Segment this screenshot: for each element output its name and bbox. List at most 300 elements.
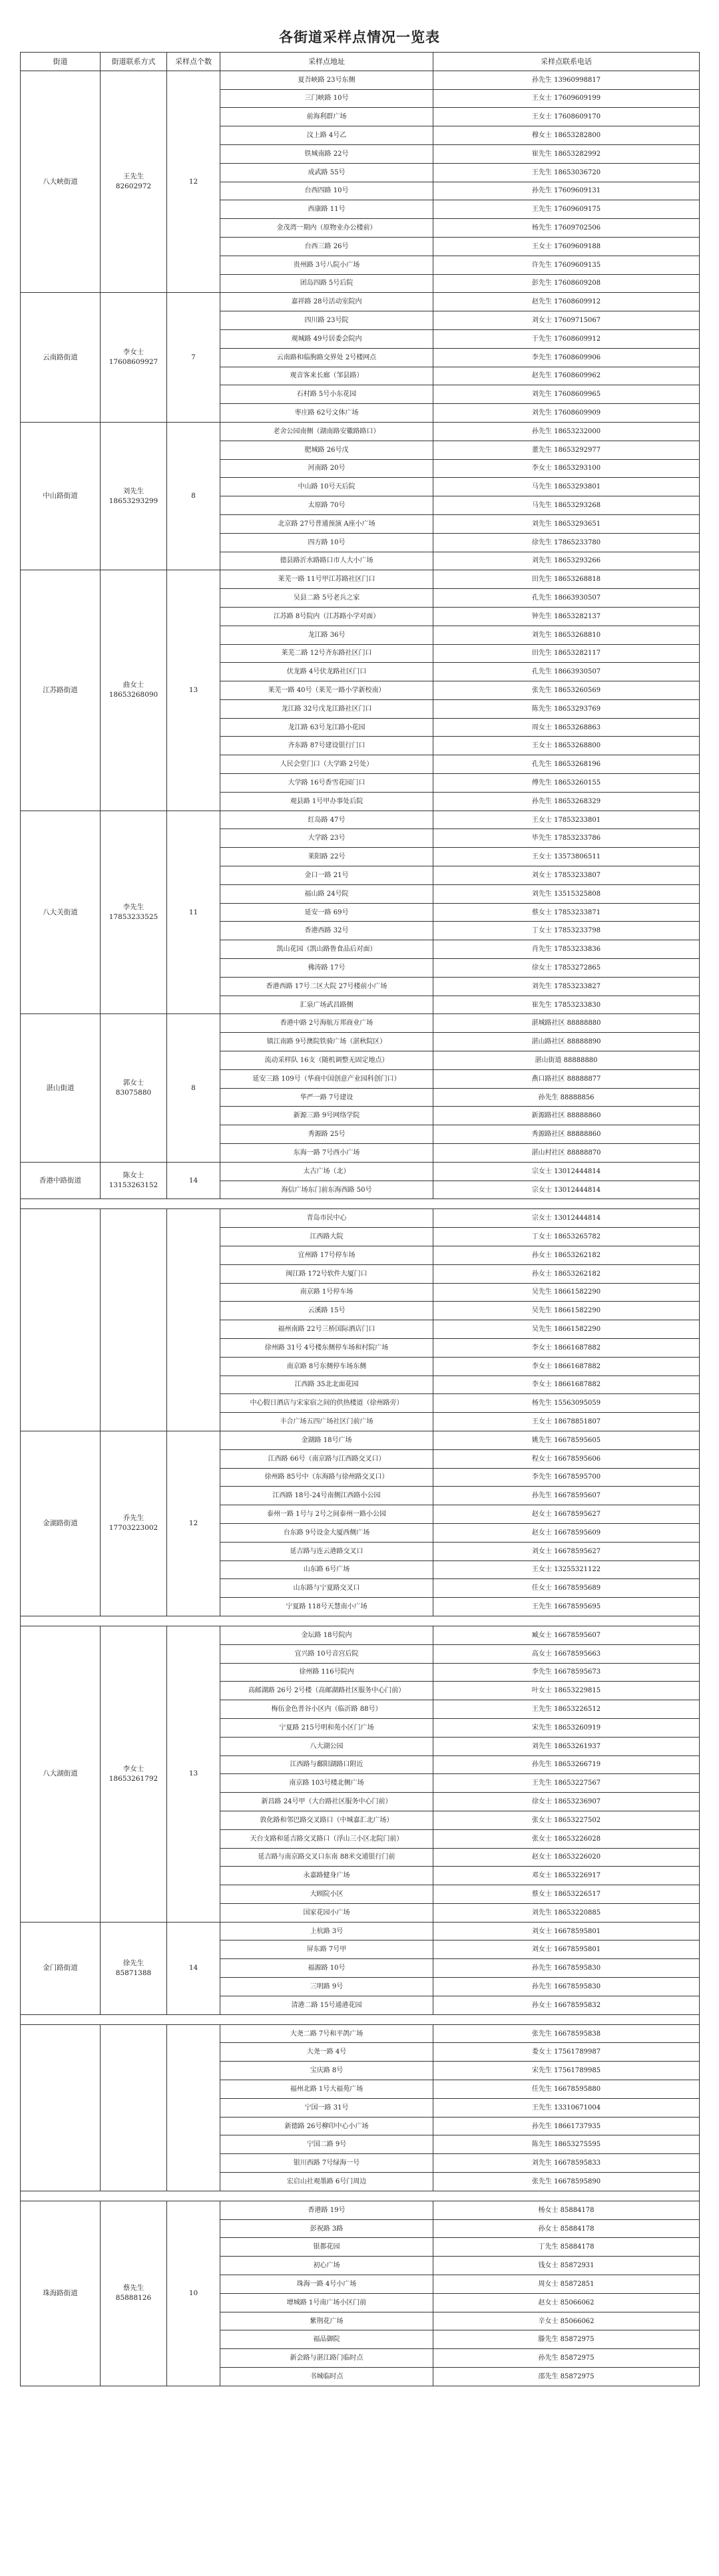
- point-phone-cell: 姚先生 16678595605: [433, 1431, 700, 1449]
- point-phone-cell: 宋先生 17561789985: [433, 2062, 700, 2080]
- point-phone-cell: 赵先生 17608609962: [433, 367, 700, 385]
- point-phone-cell: 王女士 17608609170: [433, 108, 700, 126]
- count-cell: 10: [167, 2201, 220, 2386]
- point-phone-cell: 刘先生 13515325808: [433, 884, 700, 903]
- page-break-cell: [21, 2191, 700, 2201]
- point-address-cell: 福州北路 1号大福苑广场: [220, 2080, 433, 2099]
- point-phone-cell: 邵先生 85872975: [433, 2368, 700, 2386]
- point-address-cell: 南京路 8号东侧停车场东侧: [220, 1357, 433, 1376]
- point-phone-cell: 孔先生 18663930507: [433, 589, 700, 608]
- point-phone-cell: 赵女士 16678595627: [433, 1505, 700, 1524]
- point-phone-cell: 蔡女士 17853233871: [433, 903, 700, 922]
- page-break-row: [21, 2191, 700, 2201]
- table-row: [21, 1162, 700, 1181]
- point-phone-cell: 田先生 18653268818: [433, 570, 700, 589]
- point-address-cell: 东海一路 7号西小广场: [220, 1144, 433, 1163]
- point-phone-cell: 刘先生 18653220885: [433, 1903, 700, 1922]
- point-address-cell: 嘉祥路 28号活动室院内: [220, 293, 433, 311]
- point-phone-cell: 王先生 16678595695: [433, 1598, 700, 1616]
- point-phone-cell: 程女士 16678595606: [433, 1449, 700, 1468]
- point-address-cell: 云南路和临朐路交界处 2号楼网点: [220, 348, 433, 367]
- street-cell: 中山路街道: [21, 422, 101, 570]
- count-cell: 11: [167, 811, 220, 1014]
- point-phone-cell: 彭先生 17608609208: [433, 274, 700, 293]
- point-phone-cell: 孙先生 16678595830: [433, 1978, 700, 1996]
- point-address-cell: 天台支路和延吉路交叉路口（浮山三小区北院门前）: [220, 1829, 433, 1848]
- point-phone-cell: 王女士 13573806511: [433, 848, 700, 866]
- point-phone-cell: 孙女士 85884178: [433, 2219, 700, 2238]
- point-phone-cell: 马先生 18653293268: [433, 496, 700, 515]
- street-cell: [21, 1209, 101, 1431]
- table-row: [21, 293, 700, 311]
- point-phone-cell: 傅先生 18653260155: [433, 774, 700, 793]
- point-phone-cell: 张先生 16678595890: [433, 2173, 700, 2191]
- point-address-cell: 四川路 23号院: [220, 311, 433, 330]
- point-phone-cell: 任女士 16678595689: [433, 1579, 700, 1598]
- point-address-cell: 银川西路 7号绿海一号: [220, 2154, 433, 2173]
- point-address-cell: 高邮湖路 26号 2号楼（高邮湖路社区服务中心门前）: [220, 1682, 433, 1700]
- point-phone-cell: 丁女士 18653265782: [433, 1228, 700, 1246]
- point-phone-cell: 穆女士 18653282800: [433, 126, 700, 145]
- point-phone-cell: 李女士 18653293100: [433, 459, 700, 478]
- point-address-cell: 梅伍金色普谷小区内（临沂路 88号）: [220, 1700, 433, 1719]
- point-phone-cell: 王女士 17609609199: [433, 89, 700, 108]
- count-cell: [167, 1209, 220, 1431]
- point-address-cell: 徐州路 85号中（东海路与徐州路交叉口）: [220, 1468, 433, 1487]
- point-address-cell: 福州南路 22号三桥国际酒店门口: [220, 1320, 433, 1339]
- point-address-cell: 江西路 35北北面花园: [220, 1376, 433, 1394]
- point-phone-cell: 徐女士 17853272865: [433, 959, 700, 978]
- point-address-cell: 秀源路 25号: [220, 1125, 433, 1144]
- point-address-cell: 老舍公园南侧（湖南路安徽路路口）: [220, 422, 433, 441]
- point-address-cell: 齐东路 87号建设银行门口: [220, 737, 433, 755]
- point-address-cell: 西康路 11号: [220, 200, 433, 219]
- point-phone-cell: 孙先生 13960998817: [433, 71, 700, 89]
- point-phone-cell: 娄女士 17561789987: [433, 2043, 700, 2062]
- point-address-cell: 台西三路 26号: [220, 237, 433, 256]
- point-phone-cell: 李先生 17608609906: [433, 348, 700, 367]
- point-address-cell: 汇泉广场武昌路侧: [220, 996, 433, 1014]
- point-phone-cell: 臧女士 16678595607: [433, 1626, 700, 1644]
- point-phone-cell: 李先生 16678595700: [433, 1468, 700, 1487]
- street-cell: 珠海路街道: [21, 2201, 101, 2386]
- contact-cell: 曲女士 18653268090: [101, 570, 167, 811]
- point-phone-cell: 徐女士 18653236907: [433, 1793, 700, 1811]
- street-cell: 江苏路街道: [21, 570, 101, 811]
- point-phone-cell: 湛山路社区 88888890: [433, 1033, 700, 1051]
- table-row: [21, 811, 700, 829]
- contact-cell: [101, 2024, 167, 2191]
- point-phone-cell: 刘女士 17853233807: [433, 866, 700, 885]
- point-phone-cell: 杨先生 15563095059: [433, 1394, 700, 1413]
- point-address-cell: 宁夏路 118号天慧南小广场: [220, 1598, 433, 1616]
- point-phone-cell: 肖先生 17853233836: [433, 940, 700, 959]
- point-phone-cell: 李先生 16678595673: [433, 1663, 700, 1682]
- point-phone-cell: 新源路社区 88888860: [433, 1107, 700, 1125]
- point-phone-cell: 刘女士 16678595801: [433, 1922, 700, 1940]
- street-cell: 八大湖街道: [21, 1626, 101, 1922]
- point-address-cell: 新德路 26号柳印中心小广场: [220, 2117, 433, 2135]
- point-phone-cell: 吴先生 18661582290: [433, 1302, 700, 1320]
- point-address-cell: 香港西路 17号二区大院 27号楼前小广场: [220, 977, 433, 996]
- point-address-cell: 初心广场: [220, 2257, 433, 2275]
- contact-cell: 陈女士 13153263152: [101, 1162, 167, 1199]
- point-phone-cell: 高女士 16678595663: [433, 1644, 700, 1663]
- point-phone-cell: 王先生 18653227567: [433, 1774, 700, 1793]
- table-row: [21, 570, 700, 589]
- point-address-cell: 金坛路 18号院内: [220, 1626, 433, 1644]
- point-address-cell: 流动采样队 16支（随机调整无固定地点）: [220, 1051, 433, 1070]
- point-address-cell: 华严一路 7号建设: [220, 1088, 433, 1107]
- point-address-cell: 石村路 5号小东花园: [220, 385, 433, 404]
- count-cell: 13: [167, 570, 220, 811]
- header-point-contact: 采样点联系电话: [433, 53, 700, 71]
- count-cell: 8: [167, 1014, 220, 1162]
- count-cell: 14: [167, 1162, 220, 1199]
- point-address-cell: 丰合广场五四广场社区门前广场: [220, 1413, 433, 1431]
- point-address-cell: 泰州一路 1号与 2号之间泰州一路小公园: [220, 1505, 433, 1524]
- point-phone-cell: 任先生 16678595880: [433, 2080, 700, 2099]
- table-row: [21, 422, 700, 441]
- contact-cell: 李女士 18653261792: [101, 1626, 167, 1922]
- point-phone-cell: 燕口路社区 88888877: [433, 1069, 700, 1088]
- point-address-cell: 铁城南路 22号: [220, 144, 433, 163]
- point-phone-cell: 钟先生 18653282137: [433, 607, 700, 626]
- point-address-cell: 海信广场东门前东海西路 50号: [220, 1181, 433, 1199]
- point-phone-cell: 李女士 18661687882: [433, 1338, 700, 1357]
- point-phone-cell: 张女士 18653226028: [433, 1829, 700, 1848]
- point-address-cell: 南京路 103号楼北侧广场: [220, 1774, 433, 1793]
- point-address-cell: 徐州路 116号院内: [220, 1663, 433, 1682]
- point-address-cell: 龙江路 63号龙江路小花园: [220, 718, 433, 737]
- page-title: 各街道采样点情况一览表: [279, 29, 440, 45]
- point-address-cell: 宝庆路 8号: [220, 2062, 433, 2080]
- table-row: [21, 1431, 700, 1449]
- point-phone-cell: 刘先生 17608609965: [433, 385, 700, 404]
- point-address-cell: 观音客来长廊（邹县路）: [220, 367, 433, 385]
- point-phone-cell: 蔡女士 18653226517: [433, 1885, 700, 1904]
- point-address-cell: 台东路 9号设金大厦西侧广场: [220, 1523, 433, 1542]
- street-cell: 湛山街道: [21, 1014, 101, 1162]
- point-address-cell: 珠海一路 4号小广场: [220, 2275, 433, 2294]
- point-phone-cell: 李女士 18661687882: [433, 1357, 700, 1376]
- point-address-cell: 新昌路 24号甲（大台路社区服务中心门前）: [220, 1793, 433, 1811]
- point-address-cell: 台西四路 10号: [220, 182, 433, 200]
- page-break-row: [21, 1199, 700, 1209]
- point-address-cell: 莱芜二路 12号齐东路社区门口: [220, 644, 433, 663]
- point-address-cell: 吴县二路 5号老兵之家: [220, 589, 433, 608]
- contact-cell: 李女士 17608609927: [101, 293, 167, 423]
- point-address-cell: 团岛四路 5号后院: [220, 274, 433, 293]
- point-phone-cell: 许先生 17609609135: [433, 256, 700, 274]
- point-phone-cell: 孙先生 17609609131: [433, 182, 700, 200]
- point-address-cell: 书城临时点: [220, 2368, 433, 2386]
- point-address-cell: 莱阳路 22号: [220, 848, 433, 866]
- point-phone-cell: 刘女士 17609715067: [433, 311, 700, 330]
- point-address-cell: 彭祝路 3路: [220, 2219, 433, 2238]
- point-phone-cell: 杨女士 85884178: [433, 2201, 700, 2219]
- table-row: [21, 2024, 700, 2043]
- point-phone-cell: 刘先生 18653293266: [433, 552, 700, 570]
- point-address-cell: 上杭路 3号: [220, 1922, 433, 1940]
- table-body: [21, 71, 700, 2386]
- point-address-cell: 德县路沂水路路口市人大小广场: [220, 552, 433, 570]
- point-phone-cell: 周女士 18653268863: [433, 718, 700, 737]
- contact-cell: 蔡先生 85888126: [101, 2201, 167, 2386]
- point-address-cell: 江苏路 8号院内（江苏路小学对面）: [220, 607, 433, 626]
- header-row: [21, 53, 700, 71]
- point-phone-cell: 秀源路社区 88888860: [433, 1125, 700, 1144]
- point-address-cell: 莱芜一路 40号（莱芜一路小学新校南）: [220, 681, 433, 700]
- point-address-cell: 凯山花园（凯山路鲁食品后对面）: [220, 940, 433, 959]
- point-address-cell: 佛涛路 17号: [220, 959, 433, 978]
- point-address-cell: 金口一路 21号: [220, 866, 433, 885]
- point-phone-cell: 孙先生 18653232000: [433, 422, 700, 441]
- page-break-row: [21, 2014, 700, 2024]
- header-point-count: 采样点个数: [167, 53, 220, 71]
- street-cell: 金门路街道: [21, 1922, 101, 2014]
- point-phone-cell: 钱女士 85872931: [433, 2257, 700, 2275]
- point-phone-cell: 刘先生 18653293651: [433, 514, 700, 533]
- point-phone-cell: 孙先生 16678595607: [433, 1487, 700, 1505]
- header-street: 街道: [21, 53, 101, 71]
- point-phone-cell: 赵先生 17608609912: [433, 293, 700, 311]
- point-address-cell: 江西路大院: [220, 1228, 433, 1246]
- point-address-cell: 香港中路 2号海航万邦商业广场: [220, 1014, 433, 1033]
- point-address-cell: 太原路 70号: [220, 496, 433, 515]
- point-phone-cell: 孙先生 18653266719: [433, 1755, 700, 1774]
- point-phone-cell: 辛女士 85066062: [433, 2312, 700, 2330]
- point-address-cell: 南京路 1号停车场: [220, 1283, 433, 1302]
- point-address-cell: 肥城路 26号戊: [220, 441, 433, 459]
- point-phone-cell: 宋先生 18653260919: [433, 1718, 700, 1737]
- point-address-cell: 屏东路 7号甲: [220, 1940, 433, 1959]
- page-break-cell: [21, 1199, 700, 1209]
- point-phone-cell: 崔先生 17853233830: [433, 996, 700, 1014]
- point-address-cell: 闽江路 172号软件大厦门口: [220, 1264, 433, 1283]
- point-address-cell: 敦化路和邻巴路交叉路口（中城嘉汇北广场）: [220, 1811, 433, 1829]
- point-phone-cell: 丁先生 85884178: [433, 2238, 700, 2257]
- street-cell: 八大峡街道: [21, 71, 101, 293]
- sampling-table: [20, 52, 700, 2386]
- point-phone-cell: 王女士 18678851807: [433, 1413, 700, 1431]
- point-phone-cell: 孔先生 18663930507: [433, 663, 700, 681]
- point-address-cell: 国家花园小广场: [220, 1903, 433, 1922]
- point-address-cell: 山东路与宁夏路交叉口: [220, 1579, 433, 1598]
- point-address-cell: 延安三路 109号（华商中国创意产业园科创门口）: [220, 1069, 433, 1088]
- point-address-cell: 大尧一路 4号: [220, 2043, 433, 2062]
- point-phone-cell: 杨先生 17609702506: [433, 219, 700, 238]
- point-address-cell: 大尧二路 7号和平鸽广场: [220, 2024, 433, 2043]
- point-phone-cell: 滕先生 85872975: [433, 2330, 700, 2349]
- point-phone-cell: 张女士 18653227502: [433, 1811, 700, 1829]
- contact-cell: 刘先生 18653293299: [101, 422, 167, 570]
- point-phone-cell: 刘先生 17853233827: [433, 977, 700, 996]
- point-address-cell: 贵州路 3号八院小广场: [220, 256, 433, 274]
- point-phone-cell: 孙先生 18653268329: [433, 792, 700, 811]
- point-phone-cell: 宗女士 13012444814: [433, 1162, 700, 1181]
- point-phone-cell: 湛山街道 88888880: [433, 1051, 700, 1070]
- point-phone-cell: 徐先生 17865233780: [433, 533, 700, 552]
- point-address-cell: 镇江南路 9号澳院铁骑广场（湛秋院区）: [220, 1033, 433, 1051]
- point-address-cell: 香港西路 32号: [220, 922, 433, 940]
- count-cell: 7: [167, 293, 220, 423]
- point-phone-cell: 孙女士 18653262182: [433, 1246, 700, 1265]
- point-phone-cell: 于先生 17608609912: [433, 329, 700, 348]
- point-address-cell: 伏龙路 4号伏龙路社区门口: [220, 663, 433, 681]
- point-phone-cell: 孙女士 16678595832: [433, 1996, 700, 2014]
- point-address-cell: 夏吾峡路 23号东侧: [220, 71, 433, 89]
- point-address-cell: 大学路 23号: [220, 829, 433, 848]
- point-address-cell: 龙江路 32号戊龙江路社区门口: [220, 699, 433, 718]
- point-address-cell: 大学路 16号香雪花园门口: [220, 774, 433, 793]
- count-cell: 8: [167, 422, 220, 570]
- point-phone-cell: 张先生 16678595838: [433, 2024, 700, 2043]
- point-address-cell: 四方路 10号: [220, 533, 433, 552]
- point-address-cell: 江西路 66号（南京路与江西路交叉口）: [220, 1449, 433, 1468]
- table-row: [21, 1209, 700, 1228]
- point-phone-cell: 刘先生 18653261937: [433, 1737, 700, 1755]
- point-phone-cell: 宗女士 13012444814: [433, 1181, 700, 1199]
- point-address-cell: 宏启山社观墨路 6号门周边: [220, 2173, 433, 2191]
- point-phone-cell: 王先生 18653036720: [433, 163, 700, 182]
- point-phone-cell: 刘女士 16678595627: [433, 1542, 700, 1561]
- point-address-cell: 莱芜一路 11号甲江苏路社区门口: [220, 570, 433, 589]
- point-address-cell: 成武路 55号: [220, 163, 433, 182]
- table-row: [21, 2201, 700, 2219]
- point-address-cell: 三明路 9号: [220, 1978, 433, 1996]
- point-phone-cell: 周女士 85872851: [433, 2275, 700, 2294]
- count-cell: 14: [167, 1922, 220, 2014]
- point-phone-cell: 田先生 18653282117: [433, 644, 700, 663]
- point-address-cell: 观县路 1号甲办事处后院: [220, 792, 433, 811]
- page-break-row: [21, 1616, 700, 1626]
- point-address-cell: 山东路 6号广场: [220, 1561, 433, 1579]
- point-address-cell: 河南路 20号: [220, 459, 433, 478]
- contact-cell: 王先生 8260​2972: [101, 71, 167, 293]
- point-phone-cell: 邓女士 18653226917: [433, 1867, 700, 1885]
- point-phone-cell: 湛城路社区 88888880: [433, 1014, 700, 1033]
- point-address-cell: 太古广场（北）: [220, 1162, 433, 1181]
- point-address-cell: 人民会堂门口（大学路 2号处）: [220, 755, 433, 774]
- point-phone-cell: 吴先生 18661582290: [433, 1283, 700, 1302]
- point-phone-cell: 赵女士 16678595609: [433, 1523, 700, 1542]
- point-address-cell: 龙江路 36号: [220, 626, 433, 644]
- contact-cell: 徐先生 85871388: [101, 1922, 167, 2014]
- point-address-cell: 新源三路 9号网络学院: [220, 1107, 433, 1125]
- page-break-cell: [21, 1616, 700, 1626]
- point-phone-cell: 湛山村社区 88888870: [433, 1144, 700, 1163]
- point-address-cell: 徐州路 31号 4号楼东侧停车场和村院广场: [220, 1338, 433, 1357]
- point-phone-cell: 赵女士 18653226020: [433, 1848, 700, 1867]
- point-address-cell: 福源路 10号: [220, 1959, 433, 1978]
- point-phone-cell: 陈先生 18653275595: [433, 2135, 700, 2154]
- contact-cell: 乔先生 17703223002: [101, 1431, 167, 1616]
- point-address-cell: 江西路 18号-24号南侧江西路小公园: [220, 1487, 433, 1505]
- point-phone-cell: 王先生 13310671004: [433, 2098, 700, 2117]
- point-phone-cell: 孙先生 88888856: [433, 1088, 700, 1107]
- point-address-cell: 香港路 19号: [220, 2201, 433, 2219]
- street-cell: 云南路街道: [21, 293, 101, 423]
- point-address-cell: 江西路与鄱阳湖路口附近: [220, 1755, 433, 1774]
- point-phone-cell: 丁女士 17853233798: [433, 922, 700, 940]
- contact-cell: 李先生 17853233525: [101, 811, 167, 1014]
- point-phone-cell: 王先生 18653226512: [433, 1700, 700, 1719]
- point-phone-cell: 崔先生 18653282992: [433, 144, 700, 163]
- point-address-cell: 北京路 27号普通预演 A座小广场: [220, 514, 433, 533]
- point-phone-cell: 宗女士 13012444814: [433, 1209, 700, 1228]
- point-phone-cell: 孙女士 18653262182: [433, 1264, 700, 1283]
- point-address-cell: 永嘉路健身广场: [220, 1867, 433, 1885]
- point-address-cell: 增城路 1号南广场小区门前: [220, 2293, 433, 2312]
- point-address-cell: 大顾院小区: [220, 1885, 433, 1904]
- point-phone-cell: 孙先生 18661737935: [433, 2117, 700, 2135]
- point-address-cell: 延吉路与连云港路交叉口: [220, 1542, 433, 1561]
- count-cell: 12: [167, 1431, 220, 1616]
- point-phone-cell: 叶女士 18653229815: [433, 1682, 700, 1700]
- point-address-cell: 观城路 49号居委会院内: [220, 329, 433, 348]
- point-address-cell: 宁国二路 9号: [220, 2135, 433, 2154]
- point-phone-cell: 王先生 17609609175: [433, 200, 700, 219]
- point-address-cell: 枣庄路 62号文体广场: [220, 404, 433, 423]
- point-phone-cell: 刘先生 16678595833: [433, 2154, 700, 2173]
- point-phone-cell: 王女士 13255321122: [433, 1561, 700, 1579]
- point-phone-cell: 董先生 18653292977: [433, 441, 700, 459]
- count-cell: 12: [167, 71, 220, 293]
- point-phone-cell: 王女士 18653268800: [433, 737, 700, 755]
- point-phone-cell: 吴先生 18661582290: [433, 1320, 700, 1339]
- point-address-cell: 金湖路 18号广场: [220, 1431, 433, 1449]
- point-phone-cell: 张先生 18653260569: [433, 681, 700, 700]
- street-cell: 香港中路街道: [21, 1162, 101, 1199]
- point-address-cell: 银都花园: [220, 2238, 433, 2257]
- point-address-cell: 宜兴路 10号音宫后院: [220, 1644, 433, 1663]
- count-cell: [167, 2024, 220, 2191]
- point-phone-cell: 王女士 17609609188: [433, 237, 700, 256]
- point-phone-cell: 刘先生 17608609909: [433, 404, 700, 423]
- point-address-cell: 紫荆花广场: [220, 2312, 433, 2330]
- point-phone-cell: 马先生 18653293801: [433, 478, 700, 496]
- street-cell: 八大关街道: [21, 811, 101, 1014]
- point-address-cell: 福品御院: [220, 2330, 433, 2349]
- point-phone-cell: 毕先生 17853233786: [433, 829, 700, 848]
- count-cell: 13: [167, 1626, 220, 1922]
- point-address-cell: 云溪路 15号: [220, 1302, 433, 1320]
- point-phone-cell: 李女士 18661687882: [433, 1376, 700, 1394]
- point-address-cell: 青岛市民中心: [220, 1209, 433, 1228]
- point-address-cell: 清港二路 15号通港花园: [220, 1996, 433, 2014]
- table-row: [21, 1014, 700, 1033]
- table-row: [21, 1626, 700, 1644]
- point-address-cell: 中山路 10号天后院: [220, 478, 433, 496]
- point-phone-cell: 陈先生 18653293769: [433, 699, 700, 718]
- header-street-contact: 街道联系方式: [101, 53, 167, 71]
- point-phone-cell: 孔先生 18653268196: [433, 755, 700, 774]
- point-phone-cell: 孙先生 16678595830: [433, 1959, 700, 1978]
- point-address-cell: 延安一路 69号: [220, 903, 433, 922]
- point-address-cell: 三门峡路 10号: [220, 89, 433, 108]
- point-phone-cell: 刘先生 18653268810: [433, 626, 700, 644]
- point-phone-cell: 刘女士 16678595801: [433, 1940, 700, 1959]
- point-address-cell: 宁夏路 215号明和苑小区门广场: [220, 1718, 433, 1737]
- table-row: [21, 1922, 700, 1940]
- contact-cell: 郭女士 83075880: [101, 1014, 167, 1162]
- point-phone-cell: 孙先生 85872975: [433, 2349, 700, 2368]
- page-break-cell: [21, 2014, 700, 2024]
- point-address-cell: 延吉路与南京路交叉口东南 88米交通银行门前: [220, 1848, 433, 1867]
- point-address-cell: 新会路与湛江路门临时点: [220, 2349, 433, 2368]
- street-cell: [21, 2024, 101, 2191]
